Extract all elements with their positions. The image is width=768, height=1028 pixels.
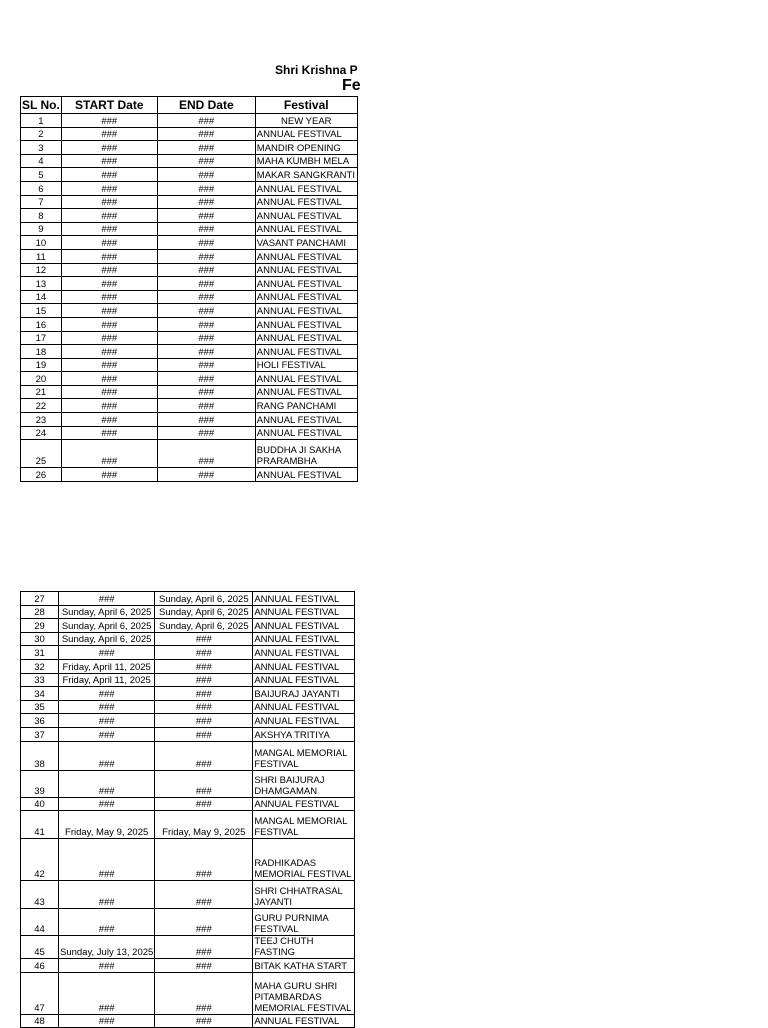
festival-cell: ANNUAL FESTIVAL (255, 263, 357, 277)
sl-no-cell: 32 (21, 659, 59, 673)
end-date-cell: ### (155, 797, 253, 811)
end-date-cell: ### (155, 839, 253, 881)
start-date-cell: ### (59, 770, 155, 797)
table-row (21, 797, 355, 811)
sl-no-cell: 36 (21, 714, 59, 728)
end-date-cell: ### (155, 770, 253, 797)
sl-no-cell: 28 (21, 605, 59, 619)
table-row (21, 687, 355, 701)
table-row (21, 972, 355, 1014)
end-date-cell: ### (157, 413, 255, 427)
start-date-cell: ### (59, 714, 155, 728)
start-date-cell: ### (61, 236, 157, 250)
end-date-cell: Sunday, April 6, 2025 (155, 619, 253, 633)
festival-cell: ANNUAL FESTIVAL (253, 592, 355, 606)
festival-cell: ANNUAL FESTIVAL (255, 277, 357, 291)
sl-no-cell: 43 (21, 881, 59, 909)
table-row (21, 881, 355, 909)
table-row (21, 770, 355, 797)
start-date-cell: ### (61, 385, 157, 399)
end-date-cell: ### (155, 687, 253, 701)
festival-cell: VASANT PANCHAMI (255, 236, 357, 250)
document-title: Shri Krishna P (275, 63, 358, 77)
table-row (21, 811, 355, 839)
festival-cell: ANNUAL FESTIVAL (255, 413, 357, 427)
table-row (21, 181, 358, 195)
end-date-cell: ### (157, 468, 255, 482)
sl-no-cell: 4 (21, 154, 62, 168)
start-date-cell: Sunday, April 6, 2025 (59, 632, 155, 646)
festival-cell: GURU PURNIMA FESTIVAL (253, 909, 355, 936)
festival-cell: MANDIR OPENING (255, 141, 357, 155)
festival-cell: SHRI BAIJURAJ DHAMGAMAN (253, 770, 355, 797)
sl-no-cell: 34 (21, 687, 59, 701)
sl-no-cell: 42 (21, 839, 59, 881)
start-date-cell: ### (61, 468, 157, 482)
start-date-cell: ### (59, 881, 155, 909)
start-date-cell: ### (61, 345, 157, 359)
festival-cell: ANNUAL FESTIVAL (253, 646, 355, 660)
end-date-cell: ### (157, 331, 255, 345)
end-date-cell: ### (155, 727, 253, 741)
start-date-cell: ### (61, 440, 157, 468)
festival-cell: RANG PANCHAMI (255, 399, 357, 413)
festival-cell: ANNUAL FESTIVAL (253, 714, 355, 728)
sl-no-cell: 41 (21, 811, 59, 839)
festival-cell: ANNUAL FESTIVAL (255, 317, 357, 331)
end-date-cell: ### (155, 659, 253, 673)
start-date-cell: ### (59, 1014, 155, 1028)
start-date-cell: ### (61, 141, 157, 155)
festival-cell: ANNUAL FESTIVAL (255, 127, 357, 141)
festival-cell: MANGAL MEMORIAL FESTIVAL (253, 811, 355, 839)
start-date-cell: ### (61, 317, 157, 331)
start-date-cell: ### (61, 304, 157, 318)
table-row (21, 195, 358, 209)
festival-cell: ANNUAL FESTIVAL (255, 345, 357, 359)
start-date-cell: Sunday, April 6, 2025 (59, 605, 155, 619)
sl-no-cell: 1 (21, 114, 62, 128)
table-row (21, 605, 355, 619)
end-date-cell: ### (157, 317, 255, 331)
start-date-cell: ### (61, 263, 157, 277)
festival-cell: MAKAR SANGKRANTI (255, 168, 357, 182)
sl-no-cell: 27 (21, 592, 59, 606)
festival-cell: ANNUAL FESTIVAL (255, 181, 357, 195)
start-date-cell: ### (61, 399, 157, 413)
start-date-cell: ### (59, 727, 155, 741)
sl-no-cell: 21 (21, 385, 62, 399)
sl-no-cell: 29 (21, 619, 59, 633)
table-row (21, 700, 355, 714)
start-date-cell: ### (59, 700, 155, 714)
end-date-cell: Sunday, April 6, 2025 (155, 592, 253, 606)
end-date-cell: Sunday, April 6, 2025 (155, 605, 253, 619)
sl-no-cell: 38 (21, 741, 59, 770)
table-row (21, 304, 358, 318)
sl-no-cell: 25 (21, 440, 62, 468)
sl-no-cell: 46 (21, 959, 59, 973)
start-date-cell: ### (61, 154, 157, 168)
table-row (21, 468, 358, 482)
table-row (21, 358, 358, 372)
sl-no-cell: 8 (21, 209, 62, 223)
end-date-cell: ### (157, 222, 255, 236)
festival-cell: ANNUAL FESTIVAL (253, 797, 355, 811)
table-row (21, 372, 358, 386)
table-row (21, 714, 355, 728)
sl-no-cell: 13 (21, 277, 62, 291)
table-row (21, 592, 355, 606)
sl-no-cell: 37 (21, 727, 59, 741)
start-date-cell: ### (59, 741, 155, 770)
table-row (21, 331, 358, 345)
start-date-cell: ### (61, 127, 157, 141)
sl-no-cell: 3 (21, 141, 62, 155)
table-row (21, 413, 358, 427)
festival-cell: ANNUAL FESTIVAL (253, 700, 355, 714)
table-row (21, 909, 355, 936)
start-date-cell: ### (59, 909, 155, 936)
festival-cell: NEW YEAR (255, 114, 357, 128)
sl-no-cell: 33 (21, 673, 59, 687)
sl-no-cell: 40 (21, 797, 59, 811)
end-date-cell: ### (157, 277, 255, 291)
start-date-cell: ### (61, 372, 157, 386)
end-date-cell: ### (155, 959, 253, 973)
table-row (21, 1014, 355, 1028)
table-row (21, 440, 358, 468)
start-date-cell: ### (61, 181, 157, 195)
sl-no-cell: 23 (21, 413, 62, 427)
table-row (21, 426, 358, 440)
sl-no-cell: 14 (21, 290, 62, 304)
sl-no-cell: 39 (21, 770, 59, 797)
sl-no-cell: 44 (21, 909, 59, 936)
start-date-cell: ### (61, 209, 157, 223)
start-date-cell: ### (61, 168, 157, 182)
start-date-cell: ### (61, 358, 157, 372)
sl-no-cell: 2 (21, 127, 62, 141)
end-date-cell: ### (157, 127, 255, 141)
end-date-cell: ### (157, 440, 255, 468)
festival-cell: ANNUAL FESTIVAL (253, 1014, 355, 1028)
sl-no-cell: 18 (21, 345, 62, 359)
end-date-cell: ### (157, 385, 255, 399)
table-row (21, 936, 355, 959)
festival-cell: ANNUAL FESTIVAL (255, 249, 357, 263)
start-date-cell: ### (59, 839, 155, 881)
sl-no-cell: 11 (21, 249, 62, 263)
end-date-cell: ### (157, 249, 255, 263)
end-date-cell: ### (155, 741, 253, 770)
end-date-cell: ### (157, 263, 255, 277)
end-date-cell: ### (157, 168, 255, 182)
table-row (21, 399, 358, 413)
column-header-start-date: START Date (61, 97, 157, 114)
sl-no-cell: 48 (21, 1014, 59, 1028)
sl-no-cell: 10 (21, 236, 62, 250)
end-date-cell: ### (155, 909, 253, 936)
festival-cell: ANNUAL FESTIVAL (253, 659, 355, 673)
sl-no-cell: 35 (21, 700, 59, 714)
start-date-cell: ### (59, 959, 155, 973)
festival-cell: MAHA GURU SHRI PITAMBARDAS MEMORIAL FESTIVAL (253, 972, 355, 1014)
festival-cell: BAIJURAJ JAYANTI (253, 687, 355, 701)
festival-cell: ANNUAL FESTIVAL (255, 304, 357, 318)
table-row (21, 385, 358, 399)
end-date-cell: ### (155, 936, 253, 959)
end-date-cell: ### (157, 181, 255, 195)
table-row (21, 141, 358, 155)
sl-no-cell: 47 (21, 972, 59, 1014)
festival-cell: ANNUAL FESTIVAL (255, 209, 357, 223)
sl-no-cell: 26 (21, 468, 62, 482)
start-date-cell: ### (61, 426, 157, 440)
festival-cell: BUDDHA JI SAKHA PRARAMBHA (255, 440, 357, 468)
end-date-cell: ### (157, 154, 255, 168)
end-date-cell: ### (155, 700, 253, 714)
end-date-cell: ### (155, 972, 253, 1014)
table-row (21, 619, 355, 633)
festival-cell: SHRI CHHATRASAL JAYANTI (253, 881, 355, 909)
festival-cell: MANGAL MEMORIAL FESTIVAL (253, 741, 355, 770)
festival-cell: ANNUAL FESTIVAL (253, 605, 355, 619)
start-date-cell: ### (59, 592, 155, 606)
column-header-end-date: END Date (157, 97, 255, 114)
sl-no-cell: 16 (21, 317, 62, 331)
end-date-cell: ### (157, 290, 255, 304)
festival-cell: ANNUAL FESTIVAL (253, 632, 355, 646)
end-date-cell: ### (155, 1014, 253, 1028)
document-subtitle: Fe (342, 77, 361, 94)
end-date-cell: ### (155, 673, 253, 687)
sl-no-cell: 7 (21, 195, 62, 209)
start-date-cell: ### (59, 646, 155, 660)
end-date-cell: ### (155, 881, 253, 909)
table-row (21, 345, 358, 359)
start-date-cell: ### (61, 331, 157, 345)
festival-cell: TEEJ CHUTH FASTING (253, 936, 355, 959)
column-header-sl-no: SL No. (22, 97, 60, 112)
end-date-cell: ### (157, 195, 255, 209)
table-row (21, 646, 355, 660)
table-row (21, 168, 358, 182)
end-date-cell: ### (157, 358, 255, 372)
start-date-cell: ### (61, 195, 157, 209)
table-row (21, 659, 355, 673)
table-row (21, 114, 358, 128)
start-date-cell: Sunday, April 6, 2025 (59, 619, 155, 633)
start-date-cell: ### (59, 687, 155, 701)
start-date-cell: ### (61, 290, 157, 304)
sl-no-cell: 12 (21, 263, 62, 277)
end-date-cell: ### (155, 632, 253, 646)
sl-no-cell: 6 (21, 181, 62, 195)
festival-cell: ANNUAL FESTIVAL (255, 426, 357, 440)
end-date-cell: ### (157, 399, 255, 413)
table-row (21, 632, 355, 646)
festival-cell: ANNUAL FESTIVAL (255, 331, 357, 345)
festival-cell: ANNUAL FESTIVAL (255, 290, 357, 304)
start-date-cell: Sunday, July 13, 2025 (59, 936, 155, 959)
festival-cell: AKSHYA TRITIYA (253, 727, 355, 741)
table-row (21, 290, 358, 304)
table-row (21, 236, 358, 250)
sl-no-cell: 15 (21, 304, 62, 318)
festival-table-part2 (20, 591, 355, 1028)
sl-no-cell: 20 (21, 372, 62, 386)
festival-cell: ANNUAL FESTIVAL (253, 673, 355, 687)
sl-no-cell: 9 (21, 222, 62, 236)
start-date-cell: ### (59, 797, 155, 811)
sl-no-cell: 22 (21, 399, 62, 413)
sl-no-cell: 17 (21, 331, 62, 345)
end-date-cell: ### (157, 372, 255, 386)
start-date-cell: ### (59, 972, 155, 1014)
end-date-cell: ### (157, 236, 255, 250)
table-row (21, 727, 355, 741)
table-row (21, 317, 358, 331)
start-date-cell: Friday, April 11, 2025 (59, 659, 155, 673)
end-date-cell: ### (157, 209, 255, 223)
start-date-cell: ### (61, 413, 157, 427)
festival-cell: RADHIKADAS MEMORIAL FESTIVAL (253, 839, 355, 881)
table-row (21, 222, 358, 236)
festival-cell: BITAK KATHA START (253, 959, 355, 973)
start-date-cell: ### (61, 249, 157, 263)
start-date-cell: ### (61, 277, 157, 291)
festival-cell: MAHA KUMBH MELA (255, 154, 357, 168)
festival-cell: ANNUAL FESTIVAL (255, 372, 357, 386)
festival-cell: ANNUAL FESTIVAL (255, 468, 357, 482)
table-row (21, 249, 358, 263)
end-date-cell: ### (157, 304, 255, 318)
festival-table-part1 (20, 96, 358, 482)
table-row (21, 839, 355, 881)
festival-cell: ANNUAL FESTIVAL (253, 619, 355, 633)
start-date-cell: ### (61, 222, 157, 236)
table-row (21, 154, 358, 168)
table-row (21, 673, 355, 687)
start-date-cell: Friday, May 9, 2025 (59, 811, 155, 839)
end-date-cell: ### (155, 714, 253, 728)
sl-no-cell: 30 (21, 632, 59, 646)
end-date-cell: ### (157, 114, 255, 128)
end-date-cell: ### (157, 426, 255, 440)
table-row (21, 209, 358, 223)
column-header-festival: Festival (255, 97, 357, 114)
table-row (21, 127, 358, 141)
end-date-cell: Friday, May 9, 2025 (155, 811, 253, 839)
sl-no-cell: 5 (21, 168, 62, 182)
table-row (21, 263, 358, 277)
end-date-cell: ### (157, 345, 255, 359)
table-row (21, 277, 358, 291)
table-row (21, 959, 355, 973)
table-header-row (21, 97, 358, 114)
table-row (21, 741, 355, 770)
end-date-cell: ### (155, 646, 253, 660)
festival-cell: HOLI FESTIVAL (255, 358, 357, 372)
start-date-cell: ### (61, 114, 157, 128)
sl-no-cell: 19 (21, 358, 62, 372)
festival-cell: ANNUAL FESTIVAL (255, 222, 357, 236)
sl-no-cell: 31 (21, 646, 59, 660)
festival-cell: ANNUAL FESTIVAL (255, 385, 357, 399)
end-date-cell: ### (157, 141, 255, 155)
festival-cell: ANNUAL FESTIVAL (255, 195, 357, 209)
start-date-cell: Friday, April 11, 2025 (59, 673, 155, 687)
sl-no-cell: 45 (21, 936, 59, 959)
sl-no-cell: 24 (21, 426, 62, 440)
